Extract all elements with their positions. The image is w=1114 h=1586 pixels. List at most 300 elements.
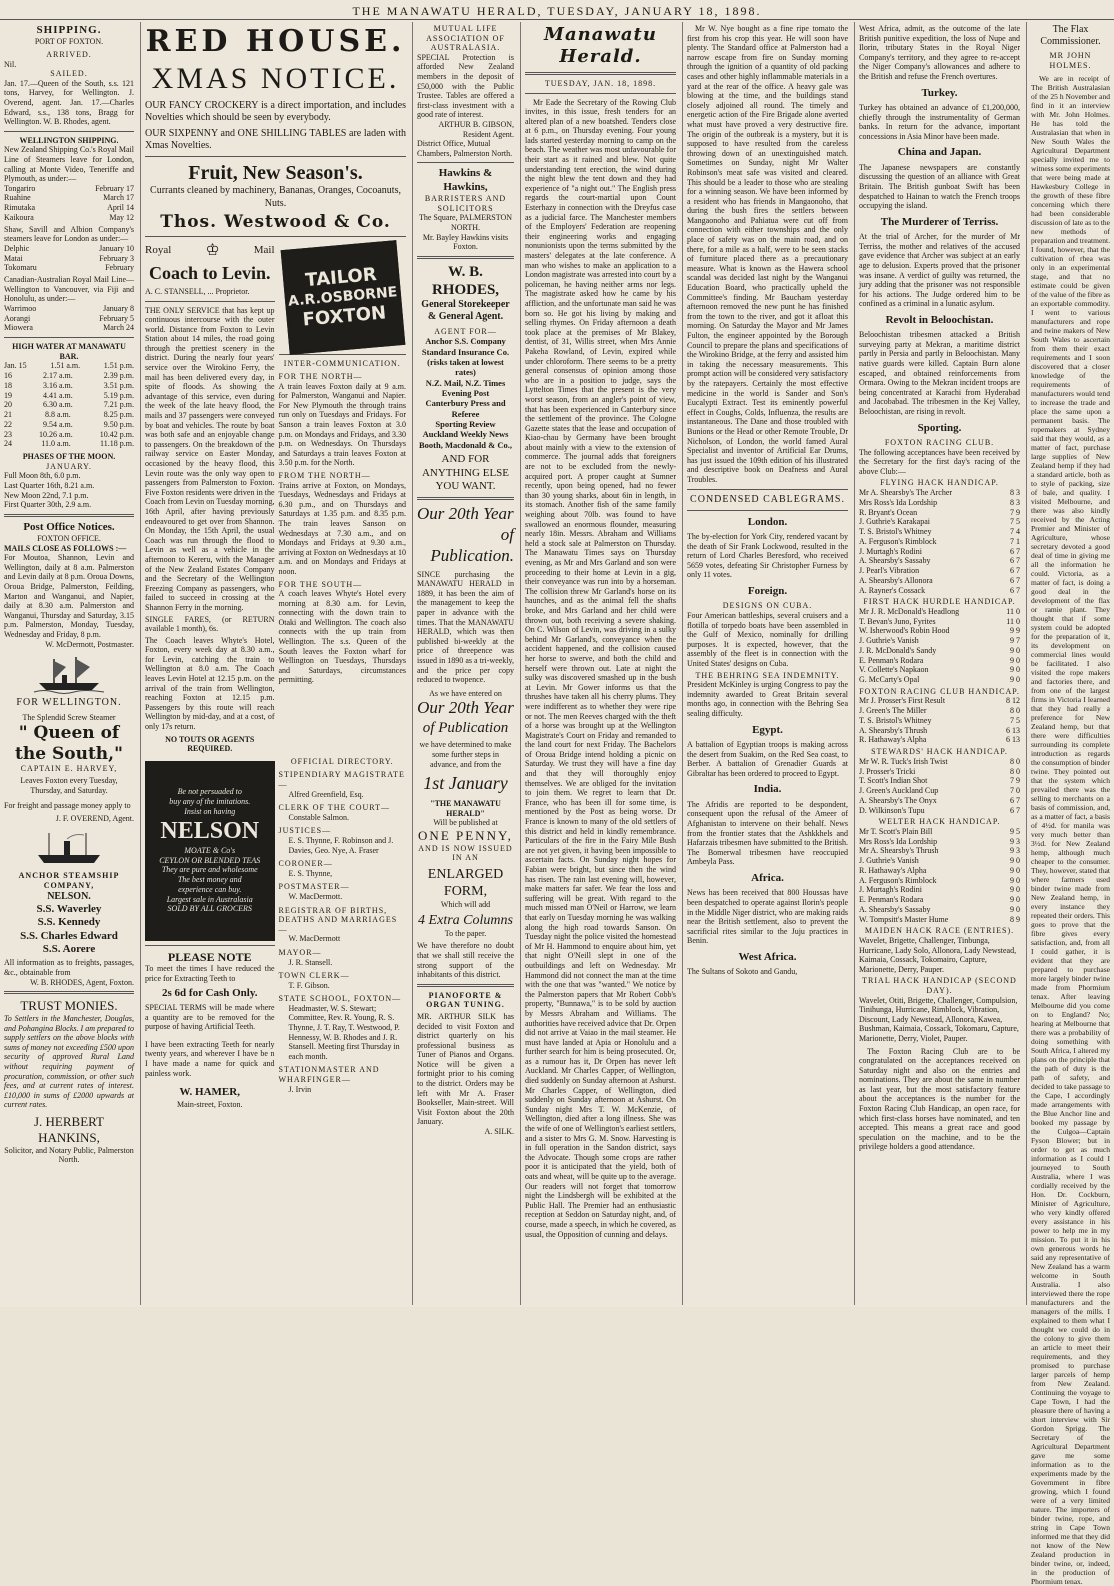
race-horse: R. Hathaway's Alpha (859, 865, 927, 875)
the-herald-label: "THE MANAWATU HERALD" (430, 799, 501, 818)
race-title: STEWARDS' HACK HANDICAP. (871, 747, 1008, 757)
divider (4, 514, 134, 517)
ship-row-name: Aorangi (4, 313, 31, 323)
race-entry (859, 696, 1020, 706)
directory-value: Headmaster, W. S. Stewart; Committee, Rev. R. Young, R. S. Thynne, J. T. Ray, T. Westwood, P. Hennessy, W. B. Rhodes and J. R. Stansell. Meeting first Thursday in each month. (288, 1003, 400, 1061)
currants-text: Currants cleaned by machinery, Bananas, Oranges, Cocoanuts, Nuts. (150, 185, 401, 209)
race-horse: E. Penman's Rodara (859, 895, 924, 905)
divider (687, 510, 848, 511)
ship-row (4, 263, 134, 273)
hankins-sub: Solicitor, and Notary Public, Palmerston North. (4, 1145, 134, 1165)
race-weight: 6 7 (1010, 585, 1020, 595)
tide-cell: 1.51 a.m. (50, 361, 81, 371)
anchor-title: ANCHOR STEAMSHIP COMPANY, (18, 871, 120, 891)
from-north-label: FROM THE NORTH— (278, 470, 371, 480)
race-horse: A. Shearsby's The Onyx (859, 795, 937, 805)
race-entry (859, 915, 1020, 925)
race-horse: T. Scott's Indian Shot (859, 776, 928, 786)
race-entry (859, 786, 1020, 796)
divider (417, 256, 514, 259)
divider (145, 236, 406, 237)
tide-cell: 2.17 a.m. (42, 371, 73, 381)
race-weight: 6 7 (1010, 575, 1020, 585)
masthead: THE MANAWATU HERALD, TUESDAY, JANUARY 18, 1898. (0, 0, 1114, 20)
cuba-title: DESIGNS ON CUBA. (722, 601, 813, 611)
race-entry (859, 636, 1020, 646)
race-entry (859, 566, 1020, 576)
steamer-intro: The Splendid Screw Steamer (22, 713, 116, 723)
race-horse: J. Green's The Miller (859, 706, 927, 716)
race-weight: 9 3 (1010, 836, 1020, 846)
race-weight: 7 1 (1010, 536, 1020, 546)
race-horse: J. Pearl's Vibration (859, 566, 920, 575)
trust-title: TRUST MONIES. (20, 998, 118, 1014)
tide-cell: 8.25 p.m. (103, 410, 134, 420)
race-weight: 9 0 (1010, 655, 1020, 665)
and-for-text: AND FOR ANYTHING ELSE YOU WANT. (421, 453, 510, 493)
ships-list-2 (4, 244, 134, 273)
editorial-text: Mr Eade the Secretary of the Rowing Club invites, in this issue, fresh tenders for an altered plan of a new boatshed. Tenders close at 6 p.m., on Thursday evening. Four young lads started yesterday morning to camp on the beach. The weather was most unfavourable for their start as it rained and blew. Not quite understanding tent erection, the wind during the night blew the tent down and they had experience of "a night out." The English press regards the court-martial upon Count Esterhazy in connection with the Dreyfus case as a judicial farce. The Manchester members of the Employers' Federation are reopening their engineering works and engaging nonunionists upon the terms submitted by the masters' delegates at the late conference. A man who wishes to make an application to a London magistrate was arrested into court by a policeman, he having neither arms nor legs. The magistrate asked how he came by his affliction, and the unfortunate man said he was born so. He got his living by making and selling rhymes. On Friday afternoon a death took place at the premises of Mr Blakey, dentist, of 31, Willis street, when Mrs Annie Pakeha Rowland, of Levin, expired while under chloroform. There seems to be a pretty general consensus of opinion among those who are in a position to judge, says the Lyttelton Times that the present is the very worst season, from an angler's point of view, that has been experienced in Canterbury since the settlement of the province. The Cologne Gazette states that the lease and occupation of Kiao-chau by Germany have been brought about mainly with a view to the extension of commerce. The journal adds that foreigners are not to be excluded from the newly-acquired port. A proper caught at Sumner recently, upon being opened, had no fewer than 30 young sharks, about 6in in length, in its stomach. Another fish of the same family weighing about 70lb. was found to have swallowed an enormous flounder, measuring nearly 18in. Messrs. Abraham and Williams held a stock sale at Palmerston on Thursday. The Manawatu Times says on Thursday evening, as Mr and Mrs Garland and son were proceeding to their home at Levin in a gig, their conveyance was run into by a horseman. The collision threw Mr Garland's horse on its haunches, and as the animal fell the shafts broke, and Mrs Garland and her child were thrown out, both receiving a severe shaking. On C. Wilson of Levin, was driving in a sulky behind Mr Garland's, conveyance when the accident happened, and the collision caused her horse to swerve, and both the child and herself were thrown out. Late at night the sulky was discovered smashed up in the bush at Levin. Mr Gower informs us that the thrushes have taken all his cherry plums. They were indifferent as to whether they were ripe or not. The men Reeves charged with the theft of a horse was brought up at the Wellington Magistrate's Court on Friday and remanded to the land court for next Friday. The Bachelors of Oroua Bridge intend holding a picnic on Saturday. We trust they will have a fine day and that they will thoroughly enjoy themselves. We are obliged for the invitation to join them. We regret to learn that Dr. France, who has been ill for some time, is mentioned by the Post as being worse. Dr France is known to many of the old settlers of this district and held in kindly remembrance. Particulars of the fire in the Fairy Mile Bush are not yet given, it having been impossible to ascertain facts. On Sunday night hopes for Fabian were bright, but since then the wind has risen. The rain last evening will, however, make matters far safer. We fear the loss and suffering will be great. With regard to the much missed man O'Neil or Harrow, we learn that early on Tuesday morning he was walking along the high road towards Sanson. On Tuesday night the police visited the homestead of Mr H. Hammond to enquire about him, yet that night O'Neill slept in one of the outbuildings and left on Wednesday. Mr Hammond did not connect the man at the time with the one that was "wanted." We notice by the Palmerston papers that Mr Robert Cobb's property, "Bunnawa," is to be sold by auction by Messrs Abraham and Williams. The authorities have received advice that Dr. Orpen did not arrive at Vaiao in the mail steamer. He must have landed at Apia or Honolulu and a further search for him is being prosecuted. Or, as a rumour has it, Dr Orpen has never left Auckland. Mr Charles Capper, of Wellington, died suddenly on Sunday afternoon at Ashurst. Mr Charles Capper, of Wellington, died suddenly on Sunday afternoon at Ashurst. On Sunday night Mrs T. W. McKenzie, of Wellington, died after a long illness. She was the wife of one of Wellington's earliest settlers, and a sister to Mrs G. M. Snow. Harvesting is in full operation in the Sandon district, says the Advocate. Though some crops are rather poor it is anticipated that the yield, both of oats and wheat, will be quite up to the average. Our readers will not forget that tomorrow night the Lindsbergh will be exhibited at the Public Hall. The Premier had an enthusiastic reception at Seddon on Saturday night, and, of course, made a speech, in which he covered, as usual, the Opposition of cunning and delays. (525, 97, 676, 1239)
directory-heading: JUSTICES— (278, 826, 332, 836)
race-entry (859, 646, 1020, 656)
race-horse: D. Wilkinson's Tupu (859, 805, 925, 815)
turkey-title: Turkey. (921, 86, 958, 99)
rhodes-sub: General Storekeeper & General Agent. (421, 299, 510, 323)
tide-cell: 23 (4, 429, 12, 439)
post-office-sub: FOXTON OFFICE. (37, 534, 101, 544)
tide-row (4, 430, 134, 440)
china-title: China and Japan. (897, 146, 982, 159)
tailor-line: A.R.OSBORNE (287, 284, 398, 311)
tide-cell: 21 (4, 410, 12, 420)
race-horse: J. Guthrie's Vanish (859, 856, 919, 866)
tide-cell: 20 (4, 400, 12, 410)
single-fare: SINGLE FARES, (or RETURN available 1 month), 6s. (145, 614, 275, 634)
port-label: PORT OF FOXTON. (34, 37, 104, 47)
for-south-text: A coach leaves Whyte's Hotel every morning at 8.30 a.m. for Levin, connecting with the down train to Otaki and Wellington. The coach also connects with the up train from Wellington. The s.s. Queen of the South leaves the Foxton wharf for Wellington on Tuesdays, Thursdays and Saturdays, circumstances permitting. (278, 589, 406, 685)
tide-row (4, 361, 134, 371)
race-entry (859, 776, 1020, 786)
for-north-text: A train leaves Foxton daily at 9 a.m. for Palmerston, Wanganui and Napier. For New Plymouth the through trains run only on Tuesdays and Fridays. For Sanson a train leaves Foxton at 3.0 p.m. on Mondays and Fridays, and 3.30 p.m. on Wednesdays. On Thursdays and Saturdays a train leaves Foxton at 3.50 p.m. for the North. (278, 381, 406, 468)
column-foreign-sport (854, 22, 1024, 1305)
determined-text: we have determined to make some further steps in advance, and from the (419, 740, 512, 769)
no-touts: NO TOUTS OR AGENTS REQUIRED. (165, 734, 255, 754)
will-be-text: Will be published at (433, 818, 498, 828)
directory-heading: CORONER— (278, 859, 333, 869)
ship-row-name: Ruahine (4, 193, 31, 203)
extra-columns: 4 Extra Columns (418, 912, 513, 928)
tailor-line: TAILOR (303, 264, 378, 292)
directory-value: W. MacDermott (288, 934, 341, 944)
ship-row-date: March 24 (103, 323, 134, 333)
shaw-text: Shaw, Savill and Albion Company's steamers leave for London as under:— (4, 224, 134, 244)
nelson-line: Be not persuaded to (177, 787, 242, 797)
race-horse: Mr W. R. Tuck's Irish Twist (859, 756, 948, 766)
race-weight: 9 0 (1010, 885, 1020, 895)
ship-row-date: May 12 (109, 212, 134, 222)
ship-row-date: March 17 (103, 193, 134, 203)
agency-item: Anchor S.S. Company (425, 336, 506, 347)
race-weight: 7 4 (1010, 527, 1020, 536)
tide-cell: 3.51 p.m. (103, 380, 134, 390)
racing-final: The Foxton Racing Club are to be congratulated on the acceptances received on Saturday night and also on the entries and nominations. They are about the same in number as last year, but the most satisfactory feature about the acceptances is the number for the Foxton Racing Club Handicap, an open race, for which first-class horses have nominated, and ten accepted. This means a great race and good speculation on the machine, and to be the privilege holders a good attendance. (859, 1046, 1020, 1152)
west-africa-title: West Africa. (738, 950, 797, 963)
anchor-ship: S.S. Kennedy (37, 916, 101, 929)
race-entry (859, 846, 1020, 856)
flax-title: The Flax Commissioner. (1040, 24, 1101, 48)
race-weight: 11 0 (1006, 616, 1020, 626)
to-paper-text: To the paper. (444, 928, 487, 938)
china-text: The Japanese newspapers are constantly discussing the question of an alliance with Great Britain. The British gunboat Swift has been despatched to Hainan to watch the French troops occupying the island. (859, 162, 1020, 211)
moon-phase: New Moon 22nd, 7.1 p.m. (4, 490, 89, 500)
ship-row-date: January 10 (99, 243, 134, 253)
ship-row (4, 244, 134, 254)
column-adverts (140, 22, 410, 1305)
london-title: London. (747, 515, 788, 528)
ship-icon (34, 653, 104, 693)
directory-heading: STATIONMASTER AND WHARFINGER— (278, 1065, 380, 1085)
race-weight: 9 9 (1010, 626, 1020, 636)
canadian-text: Canadian-Australian Royal Mail Line—Wellington to Vancouver, via Fiji and Honolulu, as under:— (4, 275, 134, 304)
nelson-line: Largest sale in Australasia (166, 894, 253, 904)
please-note-text: To meet the times I have reduced the price for Extracting Teeth to (145, 964, 275, 984)
directory-heading: POSTMASTER— (278, 882, 350, 892)
official-directory-title: OFFICIAL DIRECTORY. (290, 756, 394, 766)
nelson-line: Insist on having (184, 806, 236, 816)
agency-item: Canterbury Press and Referee (425, 398, 506, 419)
tide-cell: 11.0 a.m. (41, 439, 71, 449)
nz-shipping-text: New Zealand Shipping Co.'s Royal Mail Line of Steamers leave for London, calling at Monte Video, Teneriffe and Plymouth, as under:— (4, 145, 134, 184)
turkey-text: Turkey has obtained an advance of £1,200,000, chiefly through the instrumentality of German banks. In return for the advance, important concessions in Asia Minor have been made. (859, 102, 1020, 141)
race-entries: Wavelet, Otiti, Brigette, Challenger, Compulsion, Tinihunga, Hurricane, Rimblock, Vibration, Discount, Lady Newstead, Allonora, Kawea, Bushman, Kaimaia, Cossack, Tokomaru, Capture, Marionette, Derry, Violet, Pauper. (859, 995, 1019, 1043)
ships-list-1 (4, 184, 134, 223)
herald-title: Manawatu Herald. (544, 24, 657, 67)
sailed-label: SAILED. (50, 69, 88, 79)
race-horse: J. Murtagh's Rodini (859, 885, 922, 895)
revolt-text: Beloochistan tribesmen attacked a British surveying party at Mekran, a maritime district partly in Persia and partly in Beloochistan. Many native guards were killed. Captain Burn alone escaped, and obtained reinforcements from Ormara. Owing to the Mekran incident troops are being concentrated at Karachi from Hyderabad and Jacobabad. The tribesmen in the Kej Valley, Beloochistan, are rising in revolt. (859, 330, 1020, 417)
race-horse: J. Prosser's Tricki (859, 766, 916, 776)
race-entry (859, 527, 1020, 537)
directory-heading: REGISTRAR OF BIRTHS, DEATHS AND MARRIAGES— (278, 905, 398, 934)
race-entry (859, 665, 1020, 675)
silk-text: MR. ARTHUR SILK has decided to visit Foxton and district quarterly on his professional business as Tuner of Pianos and Organs. Notice will be given a fortnight prior to his coming to the district. Orders may be left with Mr A. Fraser Bookseller, Main-street. Will Visit Foxton about the 20th January. (417, 1011, 514, 1127)
nelson-line: buy any of the imitations. (169, 797, 251, 807)
directory-heading: TOWN CLERK— (278, 971, 350, 981)
west-africa-text: West Africa, admit, as the outcome of the late British punitive expedition, the loss of Nupe and Ilorin, tributary States in the Royal Niger Company's territory, and they agree to re-accept the Niger Company's allowances and adhere to the British and refuse the French overtures. (859, 24, 1020, 81)
race-weight: 6 7 (1010, 805, 1020, 815)
race-entry (859, 806, 1020, 816)
tide-cell: 22 (4, 419, 12, 429)
moon-list (4, 471, 134, 509)
race-entry (859, 706, 1020, 716)
moon-title: PHASES OF THE MOON. (22, 452, 116, 462)
divider (417, 162, 514, 163)
race-horse: A. Shearsby's Sassaby (859, 556, 931, 566)
race-horse: Mrs Ross's Ida Lordship (859, 497, 938, 507)
shipping-title: SHIPPING. (36, 24, 102, 36)
race-horse: Mr J. Prosser's First Result (859, 696, 946, 706)
ship-row-name: Tongariro (4, 183, 36, 193)
directory-heading: STATE SCHOOL, FOXTON— (278, 994, 402, 1004)
race-horse: R. Bryant's Ocean (859, 507, 918, 517)
sporting-title: Sporting. (917, 421, 962, 434)
egypt-text: A battalion of Egyptian troops is making across the desert from Suakim, on the Red Sea coast, to Berber. A battalion of Grenadier Guards at Gibraltar has been ordered to proceed to Egypt. (687, 740, 848, 778)
race-horse: A. Shearsby's Thrush (859, 725, 928, 735)
directory-value: E. S. Thynne, (288, 868, 333, 878)
column-shipping (0, 22, 138, 1305)
agent-for-label: AGENT FOR— (434, 326, 497, 336)
race-horse: A. Ferguson's Rimblock (859, 875, 937, 885)
ship-row-date: February (105, 263, 134, 273)
wellington-shipping-title: WELLINGTON SHIPPING. (19, 135, 119, 145)
mla-address: District Office, Mutual Chambers, Palmerston North. (417, 139, 513, 158)
hankins-name: J. HERBERT HANKINS, (33, 1114, 104, 1145)
race-entry (859, 767, 1020, 777)
silk-sign: A. SILK. (484, 1127, 514, 1137)
of-publication-2: of Publication (422, 720, 509, 737)
tide-cell: 11.18 p.m. (100, 439, 134, 449)
race-entry (859, 675, 1020, 685)
race-horse: A. Shearsby's Sassaby (859, 904, 931, 914)
moon-month: JANUARY. (46, 461, 92, 471)
race-entry (859, 866, 1020, 876)
post-office-title: Post Office Notices. (23, 520, 115, 533)
race-weight: 6 7 (1010, 566, 1020, 575)
royal-label: Royal (145, 244, 172, 257)
race-title: WELTER HACK HANDICAP. (878, 817, 1001, 827)
egypt-title: Egypt. (752, 723, 783, 736)
race-weight: 8 3 (1010, 488, 1020, 497)
ship-row (4, 314, 134, 324)
nelson-line: SOLD BY ALL GROCERS (167, 904, 252, 914)
westwood-name: Thos. Westwood & Co. (160, 211, 391, 232)
race-horse: W. Tompsitt's Master Hume (859, 914, 949, 924)
race-horse: J. Murtagh's Rodini (859, 546, 922, 556)
race-horse: A. Rayner's Cossack (859, 585, 926, 595)
race-weight: 9 3 (1010, 846, 1020, 856)
agency-item: Evening Post (441, 388, 490, 399)
red-house-title: RED HOUSE. (145, 24, 406, 59)
divider (279, 354, 407, 355)
race-horse: T. S. Bristol's Whitney (859, 527, 932, 536)
race-title: FOXTON RACING CLUB HANDICAP. (859, 686, 1020, 696)
steamship-icon (34, 827, 104, 867)
race-weight: 9 7 (1010, 636, 1020, 646)
steamer-text: Leaves Foxton every Tuesday, Thursday, and Saturday. (20, 776, 118, 795)
race-title: FLYING HACK HANDICAP. (880, 478, 999, 488)
directory-value: J. R. Stansell. (288, 957, 333, 967)
flax-text: We are in receipt of The British Australasian of the 25 h November and find in it an interview with Mr. John Holmes. He has told the Australasian that when in New South Wales the Agricultural Department specially invited me to witness some experiments that were being made at Hawkesbury College in the growth of these fibre concerning which there had been considerable discussion of late as to the new methods of preparation and treatment. I found, however, that the cultivation of rhea was only in an experimental stage, and that no estimate could be given of the value of the fibre as an exportable commodity. I went to various manufacturers and rope and twine makers of New South Wales to ascertain from them their exact requirements and I soon discovered that a closer knowledge of the requirements of manufacturers would tend to increase the trade and place the same upon a permanent basis. The ropemakers at Sydney said that they would, as a matter of fact, purchase large supplies of New Zealand hemp if they had a standard article, both as to style of packing, size of bale, and quality. I visited Melbourne, and there was also kindly received by the Acting Premier and Minister of Agriculture, whose secretary devoted a good deal of time in giving me all the information he could. Victoria, as a matter of fact, is doing a good deal in the development of the flax or ramie plant. They thought that if some system could be adopted for the preparation of it, its development on commercial lines would be facilitated. I also visited the rope makers and factories there, and from one of the largest firms in Victoria I learned that they had really a preference for New Zealand hemp, but that there were difficulties surrounding its complete introduction as regards the consumption of binder twine. They pointed out that the system which prevailed there was the selling to merchants on a basis of commission, and, as a matter of fact, a basis of 4½d. for manila was very much better than 3½d. for New Zealand hemp, although much cheaper to the consumer. They, however, stated that where farmers used binder twine made from New Zealand hemp, in every instance they repeated their orders. This goes to prove that the fibre gives every satisfaction, and, from all I could gather, it is evident that they are prepared to purchase more largely binder twine made from Phormium tenax. After leaving Melbourne did you come on to England? No; hearing at Melbourne that there was a probability of doing something with South Africa, I altered my plans on the principle that the path of duty is the path of safety, and decided to take passage to the Cape, I accordingly made arrangements with the Blue Anchor line and booked my passage by the Culgoa—Captain Fyson Blower; but in order to get as much information as I could I journeyed to South Australia, where I was cordially received by the Hon. Dr. Cockburn, Minister of Agriculture, who very kindly offered every assistance in his power to help me in my mission. To put it in his own generous words he said any representative of New Zealand has a warm welcome in South Australia. I also interviewed there the rope manufacturers and the managers of the mills. I explained to them what I thought we could do in the colony to give them an article to meet their requirements, and they promised to purchase larger parcels of hemp from New Zealand. Continuing the voyage to Cape Town, I had the pleasure there of having a short interview with Sir Gordon Sprigg. The Secretary of the Agricultural Department gave me some information as to the experiments made by the Government in fibre growing, which I found were of a very limited nature. The importers of binder twine, rope, and string in Cape Town informed me that they did not know of the New Zealand production in binder twine, or, indeed, in the production of Phormium tenax. (1031, 73, 1110, 1586)
tide-cell: 4.41 a.m. (42, 390, 73, 400)
mla-text: SPECIAL Protection is afforded New Zealand members in the deposit of £50,000 with the Public Trustee. Tables are offered a first-class investment with a good rate of interest. (417, 52, 514, 120)
directory-value: E. S. Thynne, F. Robinson and J. Davies, Geo. Nye, A. Fraser (288, 835, 394, 855)
ship-row (4, 213, 134, 223)
one-penny: ONE PENNY, (418, 827, 513, 843)
ship-row (4, 254, 134, 264)
hawkins-note: Mr. Bayley Hawkins visits Foxton. (422, 232, 509, 252)
coach-proprietor: A. C. STANSELL, ... Proprietor. (145, 286, 250, 296)
race-entry (859, 626, 1020, 636)
ship-row-name: Tokomaru (4, 263, 37, 273)
from-north-text: Trains arrive at Foxton, on Mondays, Tuesdays, Wednesdays and Fridays at 6.30 p.m., and on Thursdays and Saturdays at 1.35 p.m. and 8.35 p.m. The train leaves Sanson on Wednesdays at 7.30 a.m., and on Mondays and Fridays at 9.30 a.m., arriving at Foxton on Wednesdays at 10 a.m. and on Mondays and Fridays at noon. (278, 480, 406, 576)
race-entry (859, 905, 1020, 915)
racing-club-title: FOXTON RACING CLUB. (884, 438, 995, 448)
ship-row (4, 304, 134, 314)
ship-row-name: Kaikoura (4, 212, 34, 222)
race-entry (859, 556, 1020, 566)
tide-row (4, 371, 134, 381)
nelson-line: The best money and (177, 875, 242, 885)
divider (417, 984, 514, 987)
race-weight: 7 0 (1010, 786, 1020, 796)
news-text: Mr W. Nye bought as a fine ripe tomato the first from his crop this year. He will soon have plenty. The Standard office at Palmerston had a narrow escape from fire on Sunday morning through the ignition of a quantity of old packing cases and other highly inflammable materials in a yard at the rear of the office. A heavy gale was blowing at the time, and the buildings stand closely adjoined all round. The timely and energetic action of the Fire Brigade alone averted what must have proved a very destructive fire. The origin of the outbreak is a mystery, but it is supposed to have resulted from the careless throwing down of an unextinguished match. Sometimes on Sunday, night Mr Walter Robinson's meat safe was visited and cleared. This should be a leader to those who are stealing for a winning season. We have been informed by a resident who has friends in Mangaonoho, that during the bush fires the settlers between Mangaonoho and Pahiatua were cut off from connection with either townships and the only place of safety was on the main road, and on there, for a mile as a half, were to be seen stacks of furniture placed there as a precautionary measure. What is known as the Hawera school scandal was decided last night by the Wanganui Education Board, who practically upheld the Committee's finding. Mr Baucham yesterday afternoon removed the new punt he has finished from the town to the river, and got it afloat this morning. On Saturday the Mayor and Mr James Fulton, the engineer appointed by the Borough Council to prepare the plans and specifications of the Wirokino Bridge, at the ferry and assisted him in taking the necessary measurements. This prompt action will be considered very satisfactory by the ratepayers. Certainly the most effective medicine in the world is Sander and Son's Eucalypti Extract. Test its eminently powerful effect in Coughs, Colds, Influenza, the results are instantaneous. The Dane and those troubled with Bunions or the Head or other Remote Trouble, Dr Nicholson, of London, the world famed Aural Specialist and inventor of Artificial Ear Drums, has just issued the 109th edition of his illustrated and descriptive book on Deafness and Aural Troubles. (687, 24, 848, 484)
race-title: TRIAL HACK HANDICAP (SECOND DAY). (862, 976, 1017, 995)
xmas-notice: XMAS NOTICE. (151, 61, 400, 95)
ship-row-date: February 5 (99, 313, 134, 323)
race-entry (859, 576, 1020, 586)
column-notices (412, 22, 518, 1305)
ships-list-3 (4, 304, 134, 333)
race-weight: 7 5 (1010, 517, 1020, 527)
race-horse: J. R. McDonald's Sandy (859, 645, 937, 655)
race-entry (859, 726, 1020, 736)
race-entry (859, 895, 1020, 905)
africa-text: News has been received that 800 Houssas have been despatched to operate against Ilorin's people in the Middle Niger district, who are making raids near the British settlement, also to prevent the sacrificial rites similar to the Juju practices in Benin. (687, 888, 848, 946)
revolt-title: Revolt in Beloochistan. (885, 313, 994, 326)
arrived-label: ARRIVED. (46, 50, 92, 59)
race-weight: 8 0 (1010, 766, 1020, 776)
for-wellington-title: FOR WELLINGTON. (16, 697, 122, 709)
nelson-line: NELSON (160, 817, 260, 844)
our-crockery: OUR FANCY CROCKERY is a direct importation, and includes Novelties which should be seen by everybody. (145, 100, 406, 124)
issued-text: AND IS NOW ISSUED IN AN (418, 843, 513, 863)
race-horse: J. Green's Auckland Cup (859, 786, 939, 796)
race-weight: 6 7 (1010, 556, 1020, 566)
ship-row (4, 193, 134, 203)
race-horse: Mr J. R. McDonald's Headlong (859, 606, 960, 616)
hamer-name: W. HAMER, (179, 1086, 240, 1099)
directory-heading: MAYOR— (278, 947, 322, 957)
racing-text: The following acceptances have been received by the Secretary for the first day's racing of the above Club:— (859, 447, 1020, 476)
race-weight: 6 7 (1010, 546, 1020, 556)
tide-cell: 3.16 a.m. (42, 380, 73, 390)
tide-cell: 2.39 p.m. (103, 371, 134, 381)
race-entry (859, 876, 1020, 886)
divider (687, 489, 848, 490)
race-weight: 9 0 (1010, 856, 1020, 866)
tide-row (4, 420, 134, 430)
divider (145, 945, 275, 946)
tide-cell: Jan. 15 (4, 361, 27, 371)
divider (145, 301, 275, 302)
race-horse: Mr A. Shearsby's The Archer (859, 488, 953, 497)
divider (4, 991, 134, 994)
tide-cell: 6.30 a.m. (42, 400, 73, 410)
race-horse: E. Penman's Rodara (859, 655, 924, 665)
herald-date: TUESDAY, JAN. 18, 1898. (544, 78, 657, 88)
directory-heading: CLERK OF THE COURT— (278, 803, 390, 813)
as-we-text: As we have entered on (429, 688, 502, 698)
london-text: The by-election for York City, rendered vacant by the death of Sir Frank Lockwood, resulted in the return of Lord Charles Beresford, who received 5659 votes, defeating Sir Christopher Furness by only 11 votes. (687, 532, 848, 580)
tide-row (4, 410, 134, 420)
tide-cell: 9.54 a.m. (42, 419, 73, 429)
murderer-title: The Murderer of Terriss. (880, 215, 999, 228)
nelson-line: MOATE & Co's (184, 845, 236, 855)
intercomm-title: INTER-COMMUNICATION. (283, 359, 401, 369)
anchor-ship: S.S. Charles Edward (20, 929, 118, 942)
directory-value: Alfred Greenfield, Esq. (288, 789, 364, 799)
race-horse: A. Shearsby's Allonora (859, 575, 933, 585)
race-entry (859, 498, 1020, 508)
race-horse: W. Isherwood's Robin Hood (859, 626, 950, 636)
tide-cell: 24 (4, 439, 12, 449)
race-entry (859, 757, 1020, 767)
nelson-tea-advert (145, 761, 275, 941)
mail-label: Mail (253, 244, 275, 257)
anchor-ships (4, 903, 134, 957)
freight-agent: J. F. OVEREND, Agent. (55, 813, 134, 823)
since-text: SINCE purchasing the MANAWATU HERALD in 1889, it has been the aim of the management to keep the paper in advance with the times. That the MANAWATU HERALD, which was then published bi-weekly at the price of threepence was issued in 1890 as a tri-weekly, and the price per copy reduced to twopence. (417, 569, 514, 685)
behring-text: President McKinley is urging Congress to pay the indemnity awarded to Great Britain several months ago, in connection with the Behring Sea sealing difficulty. (687, 680, 848, 718)
race-horse: J. Guthrie's Karakapai (859, 517, 930, 527)
divider (4, 131, 134, 132)
please-note-title: PLEASE NOTE (167, 949, 252, 964)
freight-text: For freight and passage money apply to (4, 801, 131, 811)
race-weight: 9 0 (1010, 895, 1020, 905)
directory-value: W. MacDermott. (288, 891, 343, 901)
tide-cell: 16 (4, 371, 12, 381)
tide-row (4, 400, 134, 410)
race-weight: 9 0 (1010, 875, 1020, 885)
steamer-captain: CAPTAIN E. HARVEY, (20, 764, 118, 774)
race-weight: 6 7 (1010, 795, 1020, 805)
race-weight: 9 0 (1010, 645, 1020, 655)
arrived-text: Nil. (4, 59, 17, 69)
column-flax (1026, 22, 1114, 1586)
race-title: FIRST HACK HURDLE HANDICAP. (863, 597, 1016, 607)
enlarged-form: ENLARGED FORM, (427, 866, 504, 900)
race-entry (859, 885, 1020, 895)
race-horse: T. S. Bristol's Whitney (859, 715, 932, 725)
behring-title: THE BEHRING SEA INDEMNITY. (695, 670, 840, 680)
rhodes-title: W. B. RHODES, (431, 263, 500, 298)
tide-row (4, 391, 134, 401)
ship-row (4, 203, 134, 213)
agency-item: Booth, Macdonald & Co., (418, 439, 513, 450)
cablegrams-title: CONDENSED CABLEGRAMS. (690, 493, 845, 505)
tide-cell: 7.21 p.m. (103, 400, 134, 410)
special-terms: SPECIAL TERMS will be made where a quantity are to be removed for the purpose of having Artificial Teeth. (145, 1003, 275, 1032)
india-text: The Afridis are reported to be despondent, consequent upon the refusal of the Ameer of Afghanistan to intervene on their behalf. News from the frontier states that the Ashkkhels and Hafarzais tribesmen have submitted to the British. The Bomerwal tribesmen have reoccupied Ambeyla Pass. (687, 799, 848, 867)
no-doubt-text: We have therefore no doubt that we shall still receive the strong support of the inhabitants of this district. (417, 941, 514, 980)
race-entry (859, 508, 1020, 518)
coach-text: THE ONLY SERVICE that has kept up continuous intercourse with the outer world. Distance from Foxton to Levin Station about 14 miles, the road going through the prettiest scenery in the district. During the nearly four years' service over the Wirokino Ferry, the mail has been delivered every day, in spite of floods. As showing the advantage of this service, even during the week of the late heavy flood, the mails and 37 passengers were conveyed by boat and vehicles. The route by boat was both safe and an enjoyable change to passengers. On the breakdown of the railway service on Easter Monday, occasioned by the heavy flood, this Levin route was the only way open to passengers from Palmerston to Foxton. Five Foxton residents were driven in the Coach from Levin on Tuesday morning, 16th April, after having previously endeavoured to get over from Shannon. On Monday, the 15th April, the usual Coach was run through the flood to Levin as well as a vehicle in the afternoon to Kereru, with the Manager of the New Zealand Estates Company and the Secretary of the Wellington Freezing Company as passengers, who failed to succeed in crossing at the Shannon Ferry in the morning. (145, 305, 275, 612)
race-entry (859, 796, 1020, 806)
hawkins-title: Hawkins & Hawkins, (438, 167, 493, 193)
twentieth-year-1: Our 20th Year (417, 504, 514, 524)
mla-sign: ARTHUR B. GIBSON, Resident Agent. (438, 119, 514, 139)
hamer-address: Main-street, Foxton. (176, 1099, 243, 1109)
race-entry (859, 827, 1020, 837)
race-entry (859, 735, 1020, 745)
sultans-text: The Sultans of Sokoto and Gandu, (687, 967, 798, 977)
high-water-title: HIGH WATER AT MANAWATU BAR. (12, 342, 126, 361)
race-lists (859, 478, 1020, 1043)
coach-title: Coach to Levin. (149, 262, 271, 283)
tide-cell: 9.50 p.m. (103, 419, 134, 429)
of-publication-1: of Publication. (430, 525, 514, 565)
ship-row-date: January 8 (103, 303, 134, 313)
